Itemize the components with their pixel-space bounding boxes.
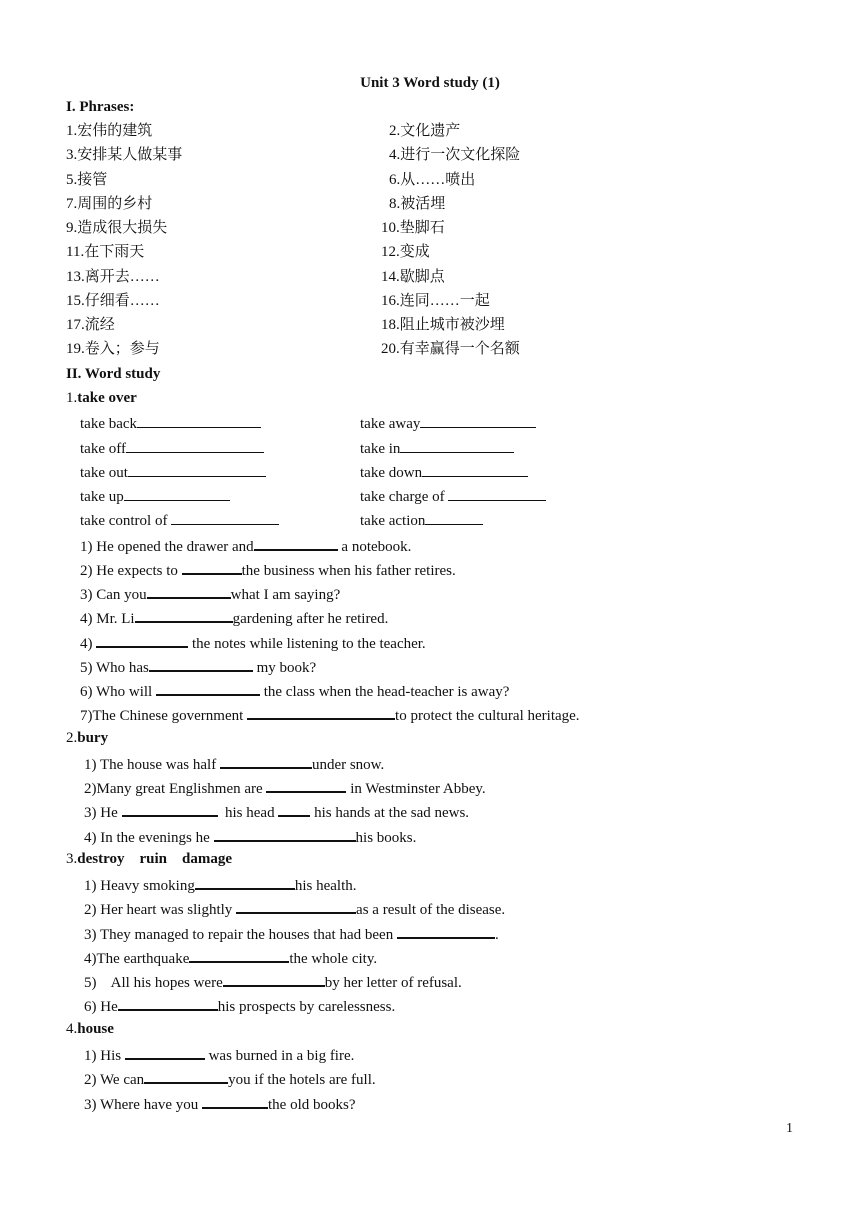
part-number: 3. xyxy=(66,851,78,867)
part-number: 1. xyxy=(66,390,78,406)
phrase-item: 14.歇脚点 xyxy=(381,269,445,285)
phrase-item: 20.有幸赢得一个名额 xyxy=(381,341,520,357)
phrase-blank-item: take down xyxy=(360,462,528,482)
phrase-item: 5.接管 xyxy=(66,172,108,188)
answer-blank[interactable] xyxy=(420,413,536,428)
part-heading-destroy-ruin-damage xyxy=(66,850,232,868)
phrase-blank-item: take off xyxy=(80,438,264,458)
answer-blank[interactable] xyxy=(254,535,338,551)
exercise-sentence: 6) He his prospects by carelessness. xyxy=(84,995,395,1016)
exercise-sentence: 4) In the evenings he his books. xyxy=(84,826,416,847)
phrase-item: 10.垫脚石 xyxy=(381,220,445,236)
exercise-sentence: 3) He his head his hands at the sad news. xyxy=(84,801,469,822)
exercise-sentence: 3) Can you what I am saying? xyxy=(80,583,340,604)
answer-blank[interactable] xyxy=(128,462,266,477)
answer-blank[interactable] xyxy=(236,898,356,914)
phrase-item: 19.卷入；参与 xyxy=(66,341,160,357)
page-title: Unit 3 Word study (1) xyxy=(360,75,500,91)
answer-blank[interactable] xyxy=(156,680,260,696)
exercise-sentence: 5) All his hopes were by her letter of refusal. xyxy=(84,971,462,992)
phrase-item: 6.从……喷出 xyxy=(389,172,476,188)
part-word: bury xyxy=(77,730,109,746)
exercise-sentence: 7)The Chinese government to protect the cultural heritage. xyxy=(80,704,580,725)
part-word: destroy ruin damage xyxy=(77,851,232,867)
exercise-sentence: 1) Heavy smoking his health. xyxy=(84,874,356,895)
answer-blank[interactable] xyxy=(266,777,346,793)
answer-blank[interactable] xyxy=(118,995,218,1011)
exercise-sentence: 2) Her heart was slightly as a result of the disease. xyxy=(84,898,505,919)
answer-blank[interactable] xyxy=(223,971,325,987)
answer-blank[interactable] xyxy=(144,1068,228,1084)
exercise-sentence: 1) The house was half under snow. xyxy=(84,753,384,774)
exercise-sentence: 1) His was burned in a big fire. xyxy=(84,1044,354,1065)
phrase-blank-item: take in xyxy=(360,438,514,458)
answer-blank[interactable] xyxy=(189,947,289,963)
section-heading-phrases: I. Phrases: xyxy=(66,99,135,115)
phrase-item: 13.离开去…… xyxy=(66,269,160,285)
answer-blank[interactable] xyxy=(96,632,188,648)
answer-blank[interactable] xyxy=(220,753,312,769)
part-number: 4. xyxy=(66,1021,78,1037)
phrase-item: 12.变成 xyxy=(381,244,430,260)
exercise-sentence: 4) the notes while listening to the teacher. xyxy=(80,632,426,653)
answer-blank[interactable] xyxy=(400,438,514,453)
phrase-item: 11.在下雨天 xyxy=(66,244,145,260)
phrase-blank-item: take up xyxy=(80,486,230,506)
answer-blank[interactable] xyxy=(247,704,395,720)
part-heading-bury xyxy=(66,729,108,747)
part-heading-house xyxy=(66,1020,114,1038)
part-word: house xyxy=(77,1021,114,1037)
exercise-sentence: 3) They managed to repair the houses that had been . xyxy=(84,923,499,944)
answer-blank[interactable] xyxy=(214,826,356,842)
answer-blank[interactable] xyxy=(425,510,483,525)
phrase-blank-item: take away xyxy=(360,413,536,433)
page-number: 1 xyxy=(786,1121,793,1136)
phrase-item: 3.安排某人做某事 xyxy=(66,147,183,163)
phrase-item: 16.连同……一起 xyxy=(381,293,490,309)
phrase-item: 4.进行一次文化探险 xyxy=(389,147,521,163)
answer-blank[interactable] xyxy=(195,874,295,890)
exercise-sentence: 2) We can you if the hotels are full. xyxy=(84,1068,376,1089)
answer-blank[interactable] xyxy=(397,923,495,939)
answer-blank[interactable] xyxy=(135,607,233,623)
answer-blank[interactable] xyxy=(171,510,279,525)
phrase-item: 2.文化遗产 xyxy=(389,123,461,139)
answer-blank[interactable] xyxy=(147,583,231,599)
exercise-sentence: 4)The earthquake the whole city. xyxy=(84,947,377,968)
answer-blank[interactable] xyxy=(137,413,261,428)
section-heading-word-study: II. Word study xyxy=(66,366,161,382)
answer-blank[interactable] xyxy=(125,1044,205,1060)
phrase-item: 8.被活埋 xyxy=(389,196,446,212)
answer-blank[interactable] xyxy=(182,559,242,575)
answer-blank[interactable] xyxy=(122,801,218,817)
exercise-sentence: 2) He expects to the business when his father retires. xyxy=(80,559,456,580)
answer-blank[interactable] xyxy=(149,656,253,672)
answer-blank[interactable] xyxy=(448,486,546,501)
exercise-sentence: 6) Who will the class when the head-teacher is away? xyxy=(80,680,509,701)
exercise-sentence: 3) Where have you the old books? xyxy=(84,1093,356,1114)
phrase-blank-item: take action xyxy=(360,510,483,530)
phrase-item: 18.阻止城市被沙埋 xyxy=(381,317,505,333)
answer-blank[interactable] xyxy=(124,486,230,501)
phrase-blank-item: take control of xyxy=(80,510,279,530)
phrase-item: 17.流经 xyxy=(66,317,115,333)
phrase-item: 1.宏伟的建筑 xyxy=(66,123,153,139)
part-word: take over xyxy=(77,390,137,406)
answer-blank[interactable] xyxy=(422,462,528,477)
exercise-sentence: 1) He opened the drawer and a notebook. xyxy=(80,535,411,556)
exercise-sentence: 2)Many great Englishmen are in Westminster Abbey. xyxy=(84,777,486,798)
phrase-item: 9.造成很大损失 xyxy=(66,220,168,236)
part-heading-take-over xyxy=(66,389,137,407)
phrase-blank-item: take out xyxy=(80,462,266,482)
part-number: 2. xyxy=(66,730,78,746)
answer-blank[interactable] xyxy=(126,438,264,453)
phrase-item: 7.周围的乡村 xyxy=(66,196,153,212)
answer-blank[interactable] xyxy=(278,801,310,817)
phrase-blank-item: take back xyxy=(80,413,261,433)
phrase-item: 15.仔细看…… xyxy=(66,293,160,309)
exercise-sentence: 5) Who has my book? xyxy=(80,656,316,677)
answer-blank[interactable] xyxy=(202,1093,268,1109)
phrase-blank-item: take charge of xyxy=(360,486,546,506)
exercise-sentence: 4) Mr. Li gardening after he retired. xyxy=(80,607,388,628)
